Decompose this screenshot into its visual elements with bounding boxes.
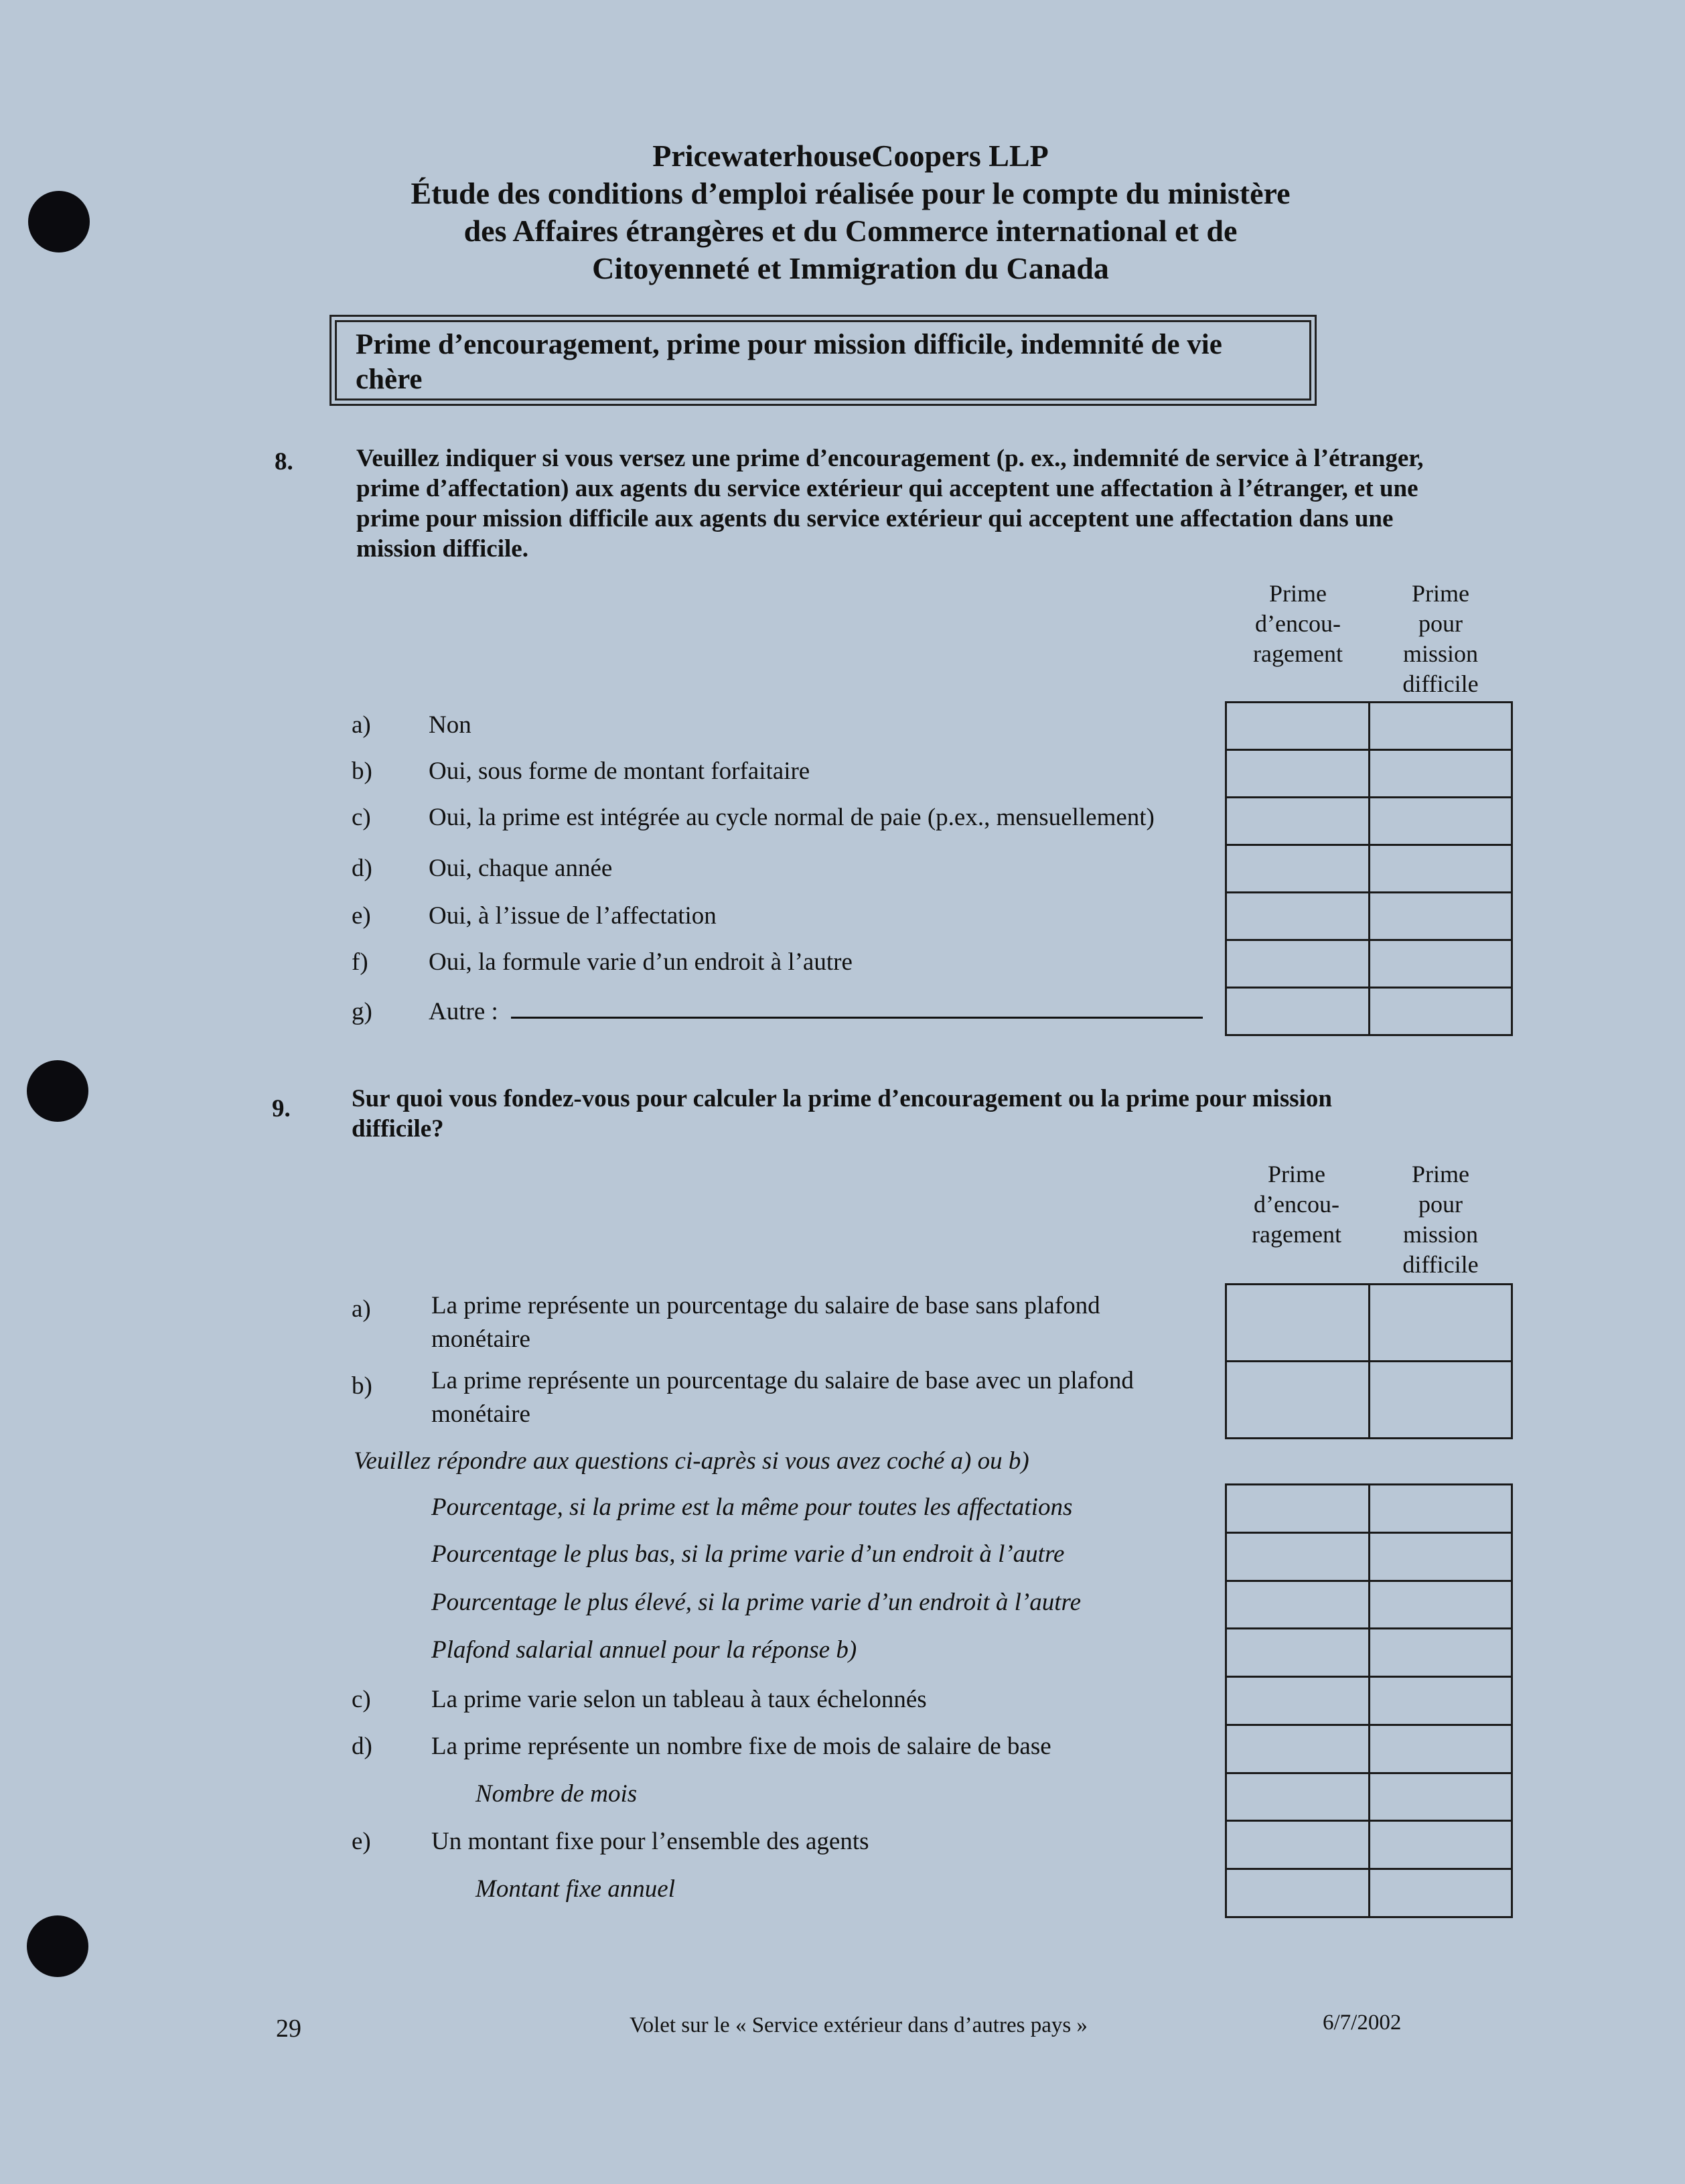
page-number: 29 <box>276 2015 301 2043</box>
sub-item: Pourcentage, si la prime est la même pour toutes les affectations <box>431 1494 1073 1521</box>
question-8-number: 8. <box>275 448 293 476</box>
column-header-line: pour <box>1418 610 1463 637</box>
q9-detail-answer-grid <box>1225 1483 1513 1918</box>
answer-cell[interactable] <box>1369 1821 1512 1869</box>
option-letter: d) <box>352 1733 372 1760</box>
option-letter: d) <box>352 855 372 882</box>
section-title-box <box>335 320 1311 401</box>
answer-cell[interactable] <box>1369 1485 1512 1533</box>
q9-ab-answer-grid <box>1225 1283 1513 1439</box>
sub-item: Plafond salarial annuel pour la réponse b) <box>431 1636 857 1664</box>
column-header-line: mission <box>1402 1221 1479 1248</box>
answer-cell[interactable] <box>1226 1869 1370 1917</box>
answer-cell[interactable] <box>1226 893 1370 940</box>
answer-cell[interactable] <box>1369 703 1512 750</box>
option-line: La prime représente un pourcentage du salaire de base sans plafond <box>431 1292 1100 1319</box>
binder-hole-top <box>28 191 90 252</box>
option-letter: e) <box>352 1828 371 1855</box>
answer-cell[interactable] <box>1226 1285 1370 1362</box>
option-letter: a) <box>352 1295 371 1323</box>
binder-hole-bottom <box>27 1915 88 1977</box>
q9-column-header-hardship <box>1367 1159 1514 1280</box>
other-answer-line[interactable] <box>511 1017 1203 1019</box>
option-letter: g) <box>352 998 372 1025</box>
question-9-number: 9. <box>272 1095 291 1122</box>
section-title-line-1: Prime d’encouragement, prime pour mission difficile, indemnité de vie <box>356 329 1222 360</box>
option-line: monétaire <box>431 1400 530 1428</box>
sub-item: Pourcentage le plus élevé, si la prime varie d’un endroit à l’autre <box>431 1589 1081 1616</box>
answer-cell[interactable] <box>1226 1362 1370 1439</box>
answer-cell[interactable] <box>1369 1285 1512 1362</box>
option-text: Autre : <box>429 998 498 1025</box>
option-letter: c) <box>352 804 371 831</box>
answer-cell[interactable] <box>1369 1677 1512 1725</box>
column-header-line: Prime <box>1269 580 1327 607</box>
answer-cell[interactable] <box>1369 1362 1512 1439</box>
option-letter: b) <box>352 757 372 785</box>
q9-column-header-encouragement <box>1223 1159 1370 1250</box>
option-text: Un montant fixe pour l’ensemble des agents <box>431 1828 869 1855</box>
option-text: La prime représente un nombre fixe de mois de salaire de base <box>431 1733 1051 1760</box>
column-header-line: ragement <box>1253 640 1343 667</box>
header-title-line-2: Étude des conditions d’emploi réalisée pour le compte du ministère <box>411 176 1291 210</box>
answer-cell[interactable] <box>1226 703 1370 750</box>
answer-cell[interactable] <box>1369 988 1512 1035</box>
sub-item: Nombre de mois <box>475 1780 638 1808</box>
section-title <box>356 327 1280 397</box>
column-header-line: difficile <box>1402 670 1479 697</box>
option-text: Oui, sous forme de montant forfaitaire <box>429 757 810 785</box>
answer-cell[interactable] <box>1226 1485 1370 1533</box>
option-line: monétaire <box>431 1325 530 1353</box>
binder-hole-middle <box>27 1060 88 1122</box>
option-text: Oui, chaque année <box>429 855 613 882</box>
answer-cell[interactable] <box>1369 1773 1512 1821</box>
q8-column-header-encouragement <box>1224 579 1372 669</box>
column-header-line: d’encou- <box>1254 1191 1339 1218</box>
answer-cell[interactable] <box>1226 1773 1370 1821</box>
answer-cell[interactable] <box>1226 1629 1370 1677</box>
answer-cell[interactable] <box>1226 988 1370 1035</box>
answer-cell[interactable] <box>1369 798 1512 845</box>
column-header-line: pour <box>1418 1191 1463 1218</box>
answer-cell[interactable] <box>1226 750 1370 798</box>
answer-cell[interactable] <box>1369 1532 1512 1581</box>
option-letter: b) <box>352 1372 372 1400</box>
answer-cell[interactable] <box>1369 1629 1512 1677</box>
answer-cell[interactable] <box>1369 1725 1512 1773</box>
option-text: Oui, la prime est intégrée au cycle normal de paie (p.ex., mensuellement) <box>429 804 1155 831</box>
question-8-line: prime d’affectation) aux agents du service extérieur qui acceptent une affectation à l’étranger, et une <box>356 475 1418 502</box>
column-header-line: ragement <box>1252 1221 1341 1248</box>
option-line: La prime représente un pourcentage du salaire de base avec un plafond <box>431 1367 1134 1394</box>
answer-cell[interactable] <box>1226 845 1370 893</box>
option-text: La prime varie selon un tableau à taux échelonnés <box>431 1686 927 1713</box>
option-text <box>431 1289 1100 1356</box>
question-8-line: prime pour mission difficile aux agents du service extérieur qui acceptent une affectation dans une <box>356 505 1394 532</box>
footer-date: 6/7/2002 <box>1323 2011 1402 2035</box>
option-text: Oui, la formule varie d’un endroit à l’autre <box>429 948 853 976</box>
section-title-line-2: chère <box>356 364 423 395</box>
answer-cell[interactable] <box>1226 1821 1370 1869</box>
question-9-line: Sur quoi vous fondez-vous pour calculer la prime d’encouragement ou la prime pour mission <box>352 1085 1332 1112</box>
answer-cell[interactable] <box>1226 1677 1370 1725</box>
option-text: Non <box>429 711 471 739</box>
footer-title: Volet sur le « Service extérieur dans d’autres pays » <box>630 2013 1088 2037</box>
column-header-line: Prime <box>1268 1161 1325 1187</box>
question-9-text <box>352 1084 1332 1144</box>
answer-cell[interactable] <box>1226 798 1370 845</box>
question-8-line: Veuillez indiquer si vous versez une prime d’encouragement (p. ex., indemnité de service à l’étranger, <box>356 445 1424 472</box>
column-header-line: Prime <box>1412 580 1469 607</box>
option-text: Oui, à l’issue de l’affectation <box>429 902 717 930</box>
q9-instruction: Veuillez répondre aux questions ci-après si vous avez coché a) ou b) <box>354 1447 1029 1475</box>
option-letter: a) <box>352 711 371 739</box>
sub-item: Montant fixe annuel <box>475 1875 675 1903</box>
answer-cell[interactable] <box>1226 1725 1370 1773</box>
option-letter: e) <box>352 902 371 930</box>
question-9-line: difficile? <box>352 1115 444 1143</box>
option-text <box>431 1364 1134 1431</box>
column-header-line: difficile <box>1402 1251 1479 1278</box>
answer-cell[interactable] <box>1369 845 1512 893</box>
q8-column-header-hardship <box>1367 579 1514 699</box>
q8-answer-grid <box>1225 701 1513 1036</box>
answer-cell[interactable] <box>1369 1581 1512 1629</box>
answer-cell[interactable] <box>1369 940 1512 988</box>
header-title-line-3: des Affaires étrangères et du Commerce international et de <box>463 214 1238 248</box>
answer-cell[interactable] <box>1369 893 1512 940</box>
sub-item: Pourcentage le plus bas, si la prime varie d’un endroit à l’autre <box>431 1540 1065 1568</box>
answer-cell[interactable] <box>1369 750 1512 798</box>
header-company: PricewaterhouseCoopers LLP <box>652 139 1049 173</box>
column-header-line: mission <box>1402 640 1479 667</box>
header-title-line-4: Citoyenneté et Immigration du Canada <box>592 251 1109 285</box>
option-letter: c) <box>352 1686 371 1713</box>
question-8-text <box>356 443 1424 564</box>
column-header-line: Prime <box>1412 1161 1469 1187</box>
answer-cell[interactable] <box>1226 1581 1370 1629</box>
answer-cell[interactable] <box>1226 1532 1370 1581</box>
column-header-line: d’encou- <box>1255 610 1341 637</box>
answer-cell[interactable] <box>1226 940 1370 988</box>
question-8-line: mission difficile. <box>356 535 528 563</box>
document-header <box>281 137 1420 287</box>
answer-cell[interactable] <box>1369 1869 1512 1917</box>
option-letter: f) <box>352 948 368 976</box>
